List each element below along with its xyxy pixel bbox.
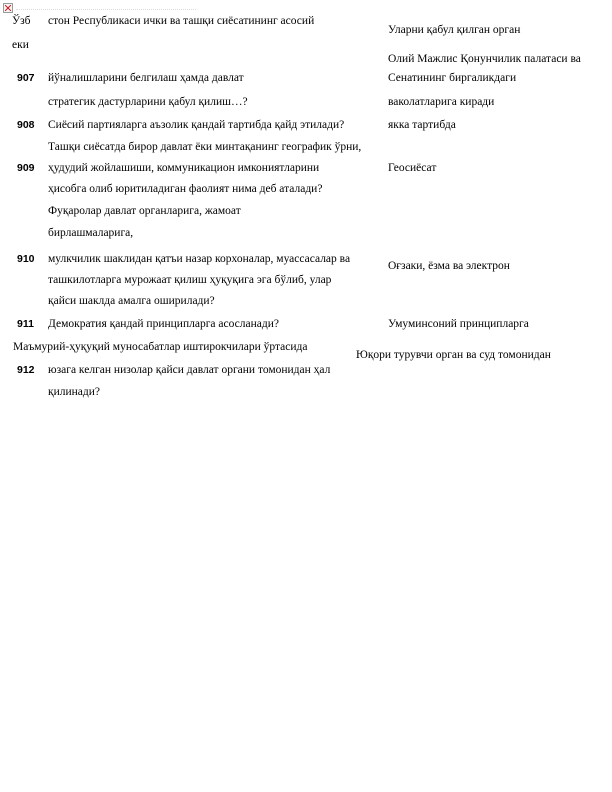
answer-text-line: Олий Мажлис Қонунчилик палатаси ва (388, 53, 581, 65)
answer-text-line: Оғзаки, ёзма ва электрон (388, 260, 510, 272)
question-number: 911 (17, 318, 34, 330)
question-number: 909 (17, 162, 35, 174)
question-number: 907 (17, 72, 35, 84)
question-number: 910 (17, 253, 35, 265)
answer-text-line: Геосиёсат (388, 162, 437, 174)
question-text-line: йўналишларини белгилаш ҳамда давлат (48, 72, 244, 84)
question-text-line: юзага келган низолар қайси давлат органи томонидан ҳал (48, 364, 331, 376)
question-text-line: Сиёсий партияларга аъзолик қандай тартибда қайд этилади? (48, 119, 345, 131)
answer-text-line: Уларни қабул қилган орган (388, 24, 521, 36)
question-text-line: қайси шаклда амалга оширилади? (48, 295, 215, 307)
header-rule (16, 9, 196, 10)
question-text-line: қилинади? (48, 386, 101, 398)
question-number: 912 (17, 364, 35, 376)
broken-image-icon (3, 3, 13, 13)
answer-text-line: Сенатининг биргаликдаги (388, 72, 517, 84)
question-text-line: стон Республикаси ички ва ташқи сиёсатининг асосий (48, 15, 315, 27)
question-text-line: Ташқи сиёсатда бирор давлат ёки минтақанинг географик ўрни, (48, 141, 362, 153)
question-text-line: Фуқаролар давлат органларига, жамоат (48, 205, 241, 217)
answer-text-line: ваколатларига киради (388, 96, 495, 108)
question-text-line: Демократия қандай принципларга асосланади? (48, 318, 279, 330)
answer-text-line: Юқори турувчи орган ва суд томонидан (356, 349, 551, 361)
question-text-line: мулкчилик шаклидан қатъи назар корхоналар, муассасалар ва (48, 253, 351, 265)
question-text-line: ташкилотларга мурожаат қилиш ҳуқуқига эга бўлиб, улар (48, 274, 332, 286)
question-text-line: бирлашмаларига, (48, 227, 134, 239)
question-text-line: Маъмурий-ҳуқуқий муносабатлар иштирокчилари ўртасида (13, 341, 308, 353)
answer-text-line: якка тартибда (388, 119, 456, 131)
question-number: 908 (17, 119, 35, 131)
left-prefix-line-1: Ўзб (12, 15, 31, 27)
question-text-line: ҳисобга олиб юритиладиган фаолият нима деб аталади? (48, 183, 323, 195)
question-text-line: ҳудудий жойлашиши, коммуникацион имкониятларини (48, 162, 320, 174)
question-text-line: стратегик дастурларини қабул қилиш…? (48, 96, 248, 108)
left-prefix-line-2: еки (12, 39, 29, 51)
answer-text-line: Умуминсоний принципларга (388, 318, 529, 330)
